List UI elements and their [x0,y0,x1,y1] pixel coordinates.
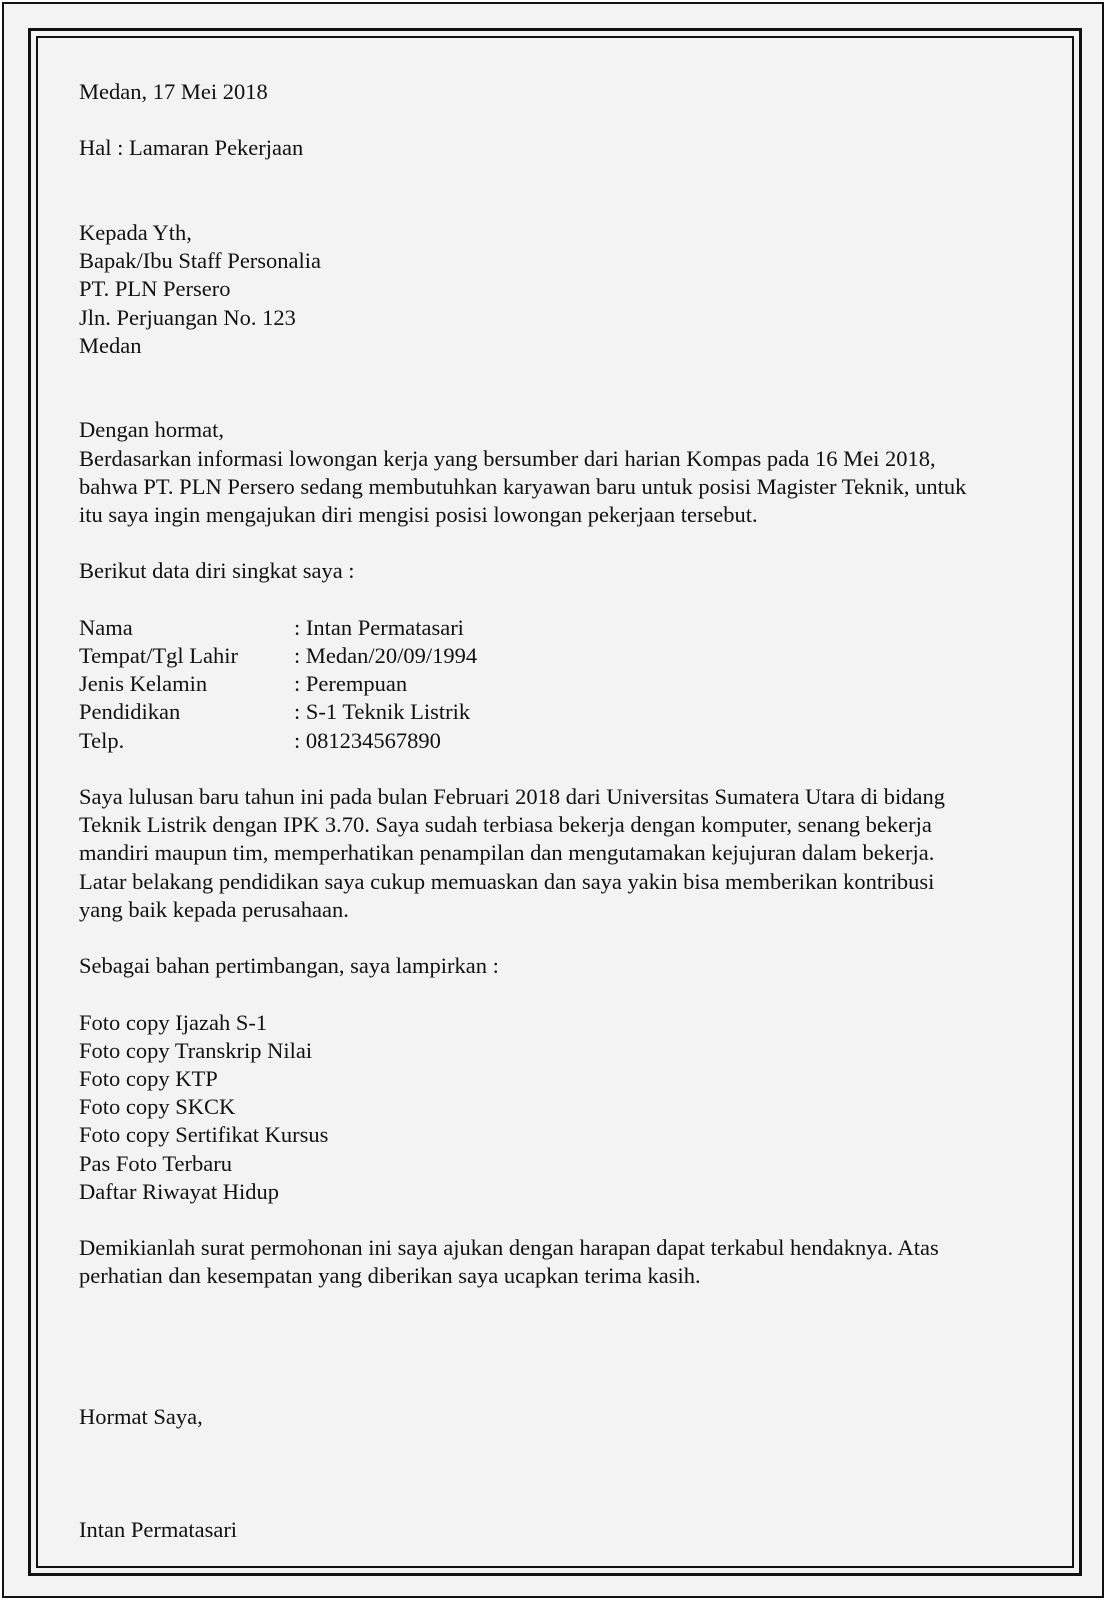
letter-body [79,78,1059,1544]
data-row [79,670,1059,698]
paragraph-line: Demikianlah surat permohonan ini saya ajukan dengan harapan dapat terkabul hendaknya. Atas [79,1235,939,1261]
attachment-item: Pas Foto Terbaru [79,1150,232,1176]
data-label: Jenis Kelamin [79,671,208,697]
salutation: Dengan hormat, [79,417,224,443]
recipient-line: Medan [79,332,142,358]
data-label: Nama [79,614,133,640]
recipient-line: PT. PLN Persero [79,276,231,302]
recipient-line: Bapak/Ibu Staff Personalia [79,248,322,274]
paragraph-line: Latar belakang pendidikan saya cukup memuaskan dan saya yakin bisa memberikan kontribusi [79,868,935,894]
attachment-item: Foto copy KTP [79,1065,218,1091]
recipient-line: Jln. Perjuangan No. 123 [79,304,296,330]
data-row [79,642,1059,670]
recipient-block [79,219,1059,360]
data-row [79,698,1059,726]
attachment-item: Foto copy Ijazah S-1 [79,1009,268,1035]
recipient-line: Kepada Yth, [79,219,192,245]
paragraph-line: itu saya ingin mengajukan diri mengisi posisi lowongan pekerjaan tersebut. [79,502,758,527]
paragraph-line: Saya lulusan baru tahun ini pada bulan Februari 2018 dari Universitas Sumatera Utara di bidang [79,783,946,809]
closing-paragraph [79,1234,1059,1290]
background-paragraph [79,783,1059,924]
intro-paragraph [79,445,1059,530]
data-value: : Medan/20/09/1994 [294,642,478,668]
data-value: : 081234567890 [294,727,441,753]
attachments-list [79,1009,1059,1206]
personal-data-table [79,614,1059,755]
paragraph-line: mandiri maupun tim, memperhatikan penampilan dan mengutamakan kejujuran dalam bekerja. [79,840,935,866]
data-label: Pendidikan [79,699,181,725]
data-value: : Intan Permatasari [294,614,464,640]
paragraph-line: Teknik Listrik dengan IPK 3.70. Saya sudah terbiasa bekerja dengan komputer, senang bekerja [79,812,932,838]
data-value: : Perempuan [294,671,408,697]
subject-line: Hal : Lamaran Pekerjaan [79,135,304,161]
data-row [79,614,1059,642]
paragraph-line: Berdasarkan informasi lowongan kerja yang bersumber dari harian Kompas pada 16 Mei 2018, [79,445,936,471]
attachments-intro: Sebagai bahan pertimbangan, saya lampirkan : [79,953,499,979]
data-value: : S-1 Teknik Listrik [294,699,471,725]
data-label: Telp. [79,727,125,753]
attachment-item: Foto copy Sertifikat Kursus [79,1122,329,1148]
attachment-item: Foto copy Transkrip Nilai [79,1037,313,1063]
data-row [79,727,1059,755]
data-intro: Berikut data diri singkat saya : [79,558,355,584]
data-label: Tempat/Tgl Lahir [79,642,238,668]
paragraph-line: bahwa PT. PLN Persero sedang membutuhkan karyawan baru untuk posisi Magister Teknik, untuk [79,473,967,499]
attachment-item: Daftar Riwayat Hidup [79,1178,279,1204]
signer-name: Intan Permatasari [79,1517,238,1543]
place-date: Medan, 17 Mei 2018 [79,79,268,104]
sign-off: Hormat Saya, [79,1404,203,1430]
attachment-item: Foto copy SKCK [79,1094,236,1120]
paragraph-line: perhatian dan kesempatan yang diberikan saya ucapkan terima kasih. [79,1263,701,1289]
paragraph-line: yang baik kepada perusahaan. [79,896,349,922]
